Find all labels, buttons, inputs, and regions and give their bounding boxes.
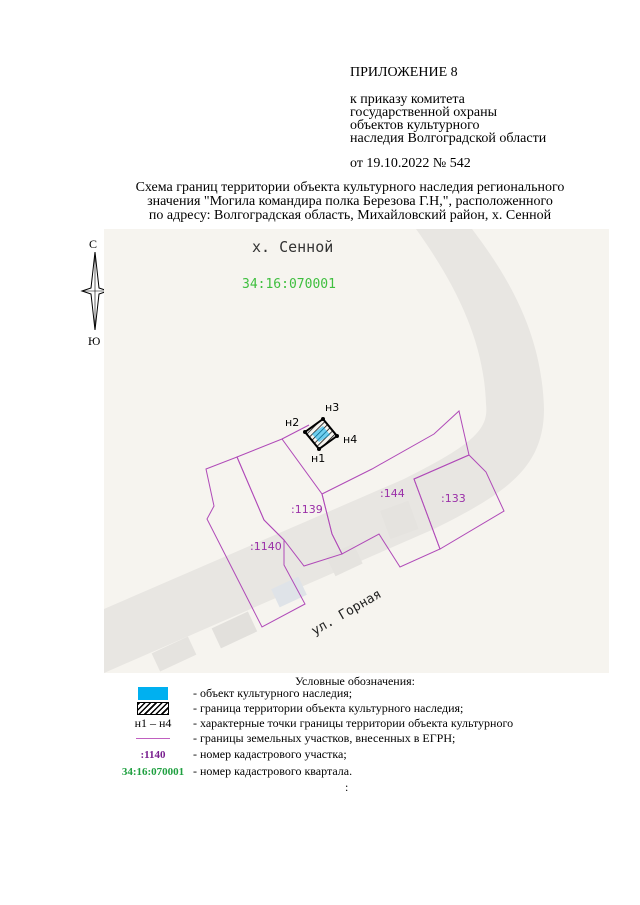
order-line-3: объектов культурного [350,118,480,133]
legend-text: - объект культурного наследия; [193,686,353,700]
boundary-point-n3 [321,417,325,421]
legend-symbol [118,701,188,716]
road-area [104,229,544,673]
legend-item-object [0,686,640,701]
legend-symbol [118,764,188,779]
legend-item-points [0,716,640,731]
legend-text: - номер кадастрового квартала. [193,764,353,778]
legend-item-boundary [0,701,640,716]
hatch-swatch-icon [137,702,169,715]
parcel-label-144: :144 [380,487,405,500]
boundary-point-n1 [317,447,321,451]
legend-title: Условные обозначения: [294,674,416,688]
points-range-text: н1 – н4 [134,716,172,730]
title-line-3: по адресу: Волгоградская область, Михайловский район, х. Сенной [148,208,552,223]
legend-text: - характерные точки границы территории объекта культурного [193,716,514,730]
blue-swatch-icon [138,687,168,700]
street-label: ул. Горная [309,586,385,639]
legend-symbol [118,686,188,701]
legend-item-parcel-lines [0,731,640,746]
point-label-n4: н4 [343,433,358,446]
legend-text: - номер кадастрового участка; [193,747,347,761]
point-label-n2: н2 [285,416,300,429]
title-line-1: Схема границ территории объекта культурного наследия регионального [135,180,565,195]
trailing-mark: : [345,780,349,794]
legend-symbol [118,731,188,746]
boundary-point-n2 [303,430,307,434]
settlement-label: х. Сенной [252,238,334,256]
point-label-n3: н3 [325,401,340,414]
quarter-number-sample: 34:16:070001 [121,765,185,778]
point-label-n1: н1 [311,452,326,465]
compass-north-label: С [89,237,98,251]
order-line-4: наследия Волгоградской области [350,131,547,146]
boundary-point-n4 [335,434,339,438]
order-date-number: от 19.10.2022 № 542 [350,156,471,171]
parcel-label-1140: :1140 [250,540,282,553]
compass-south-label: Ю [88,334,101,348]
parcel-label-133: :133 [441,492,466,505]
legend-item-parcel-number [0,747,640,762]
legend-text: - границы земельных участков, внесенных в ЕГРН; [193,731,456,745]
legend-symbol [118,747,188,762]
purple-line-icon [136,738,170,739]
title-line-2: значения "Могила командира полка Березова Г.Н,", расположенного [147,194,553,209]
order-line-2: государственной охраны [350,105,498,120]
legend-symbol [118,716,188,731]
parcel-label-1139: :1139 [291,503,323,516]
cadastral-map [104,229,609,673]
parcel-number-sample: :1140 [140,748,166,761]
order-line-1: к приказу комитета [350,92,465,107]
legend-item-quarter-number [0,764,640,779]
quarter-label: 34:16:070001 [242,277,336,292]
appendix-label: ПРИЛОЖЕНИЕ 8 [350,65,458,80]
scheme-title [60,181,640,223]
legend-text: - граница территории объекта культурного наследия; [193,701,464,715]
